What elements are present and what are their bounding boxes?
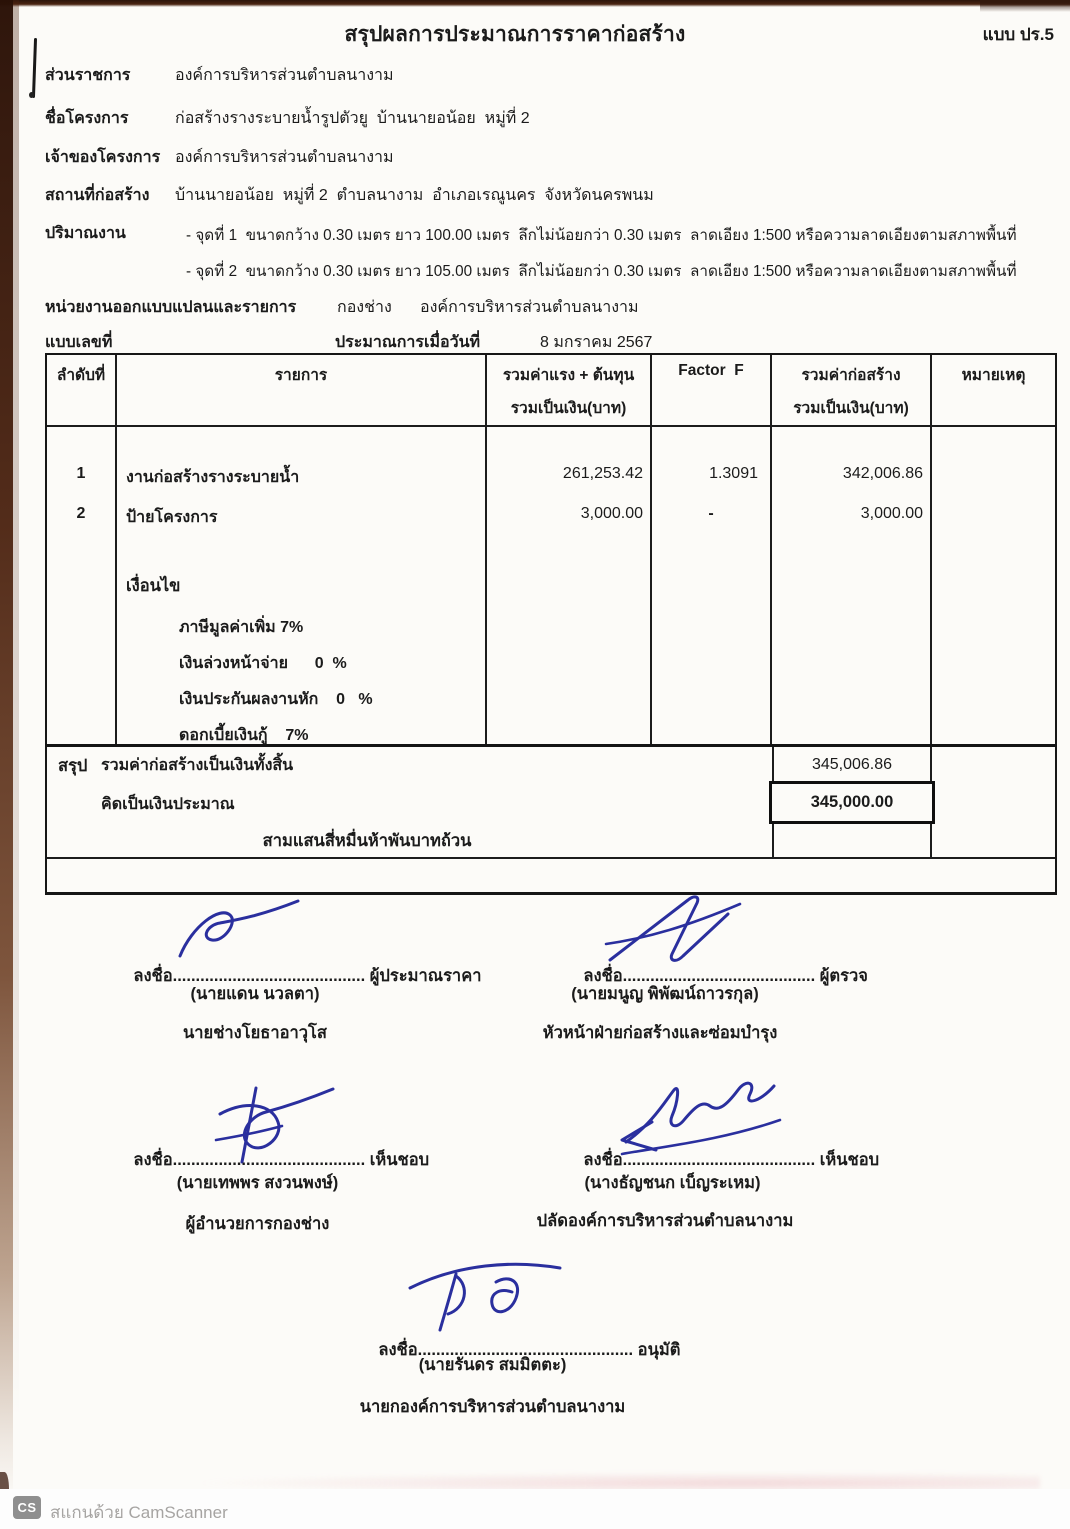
- signer-name-approver-2: (นางธัญชนก เบ็ญระเหม): [584, 1174, 761, 1192]
- agency-value: องค์การบริหารส่วนตำบลนางาม: [175, 67, 394, 84]
- cost-table-empty-row: [47, 859, 1055, 892]
- row-2-no: 2: [76, 505, 86, 522]
- signer-title-approver-2: ปลัดองค์การบริหารส่วนตำบลนางาม: [536, 1212, 794, 1230]
- drawing-no-label: แบบเลขที่: [45, 334, 113, 351]
- sign-prefix: ลงชื่อ: [583, 1151, 623, 1169]
- location-value: บ้านนายอน้อย หมู่ที่ 2 ตำบลนางาม อำเภอเรณูนคร จังหวัดนครพนม: [175, 187, 654, 204]
- form-code: แบบ ปร.5: [982, 25, 1054, 44]
- role-approver-2: เห็นชอบ: [815, 1151, 880, 1169]
- scan-edge-left: [0, 0, 13, 1500]
- dotted-line: ...............................................: [417, 1341, 634, 1359]
- role-estimator: ผู้ประมาณราคา: [365, 967, 482, 985]
- col-header-cost-line2: รวมเป็นเงิน(บาท): [510, 400, 627, 417]
- col-header-no: ลำดับที่: [56, 367, 106, 384]
- quantity-line-2: - จุดที่ 2 ขนาดกว้าง 0.30 เมตร ยาว 105.00 เมตร ลึกไม่น้อยกว่า 0.30 เมตร ลาดเอียง 1:500 หรือความลาดเอียงตามสภาพพื้นที่: [186, 263, 1017, 280]
- signer-name-approver-1: (นายเทพพร สงวนพงษ์): [176, 1174, 339, 1192]
- col-header-total-line1: รวมค่าก่อสร้าง: [801, 367, 901, 384]
- col-header-total-line2: รวมเป็นเงิน(บาท): [793, 400, 909, 417]
- summary-total-value: 345,006.86: [772, 747, 932, 784]
- location-label: สถานที่ก่อสร้าง: [45, 187, 150, 204]
- design-unit-value-1: กองช่าง: [337, 299, 392, 316]
- camscanner-logo-icon: CS: [13, 1496, 41, 1519]
- col-header-item: รายการ: [274, 367, 328, 384]
- row-1-factor: 1.3091: [709, 465, 758, 482]
- scan-edge-left-fade: [13, 0, 19, 1420]
- sign-prefix: ลงชื่อ: [133, 967, 173, 985]
- signer-name-authorizer: (นายรันดร สมมิตตะ): [418, 1356, 567, 1374]
- cost-table-header-row: [47, 355, 1055, 427]
- cost-table-summary: [47, 747, 1055, 859]
- project-label: ชื่อโครงการ: [45, 110, 129, 127]
- dotted-line: ..........................................: [172, 967, 366, 985]
- conditions-heading: เงื่อนไข: [126, 577, 181, 595]
- project-value: ก่อสร้างรางระบายน้ำรูปตัวยู บ้านนายอน้อย หมู่ที่ 2: [175, 110, 530, 127]
- sign-prefix: ลงชื่อ: [583, 967, 623, 985]
- quantity-line-1: - จุดที่ 1 ขนาดกว้าง 0.30 เมตร ยาว 100.00 เมตร ลึกไม่น้อยกว่า 0.30 เมตร ลาดเอียง 1:500 หรือความลาดเอียงตามสภาพพื้นที่: [186, 227, 1017, 244]
- scan-edge-top: [0, 0, 1070, 7]
- design-unit-value-2: องค์การบริหารส่วนตำบลนางาม: [420, 299, 639, 316]
- camscanner-watermark-text: สแกนด้วย CamScanner: [50, 1503, 228, 1522]
- owner-value: องค์การบริหารส่วนตำบลนางาม: [175, 149, 394, 166]
- quantity-label: ปริมาณงาน: [45, 225, 126, 242]
- col-header-remark: หมายเหตุ: [961, 367, 1026, 384]
- signer-name-estimator: (นายแดน นวลตา): [190, 985, 320, 1003]
- row-2-total: 3,000.00: [860, 505, 923, 522]
- summary-amount-in-words: สามแสนสี่หมื่นห้าพันบาทถ้วน: [262, 832, 472, 850]
- condition-advance: เงินล่วงหน้าจ่าย 0 %: [179, 655, 347, 672]
- dotted-line: ..........................................: [172, 1151, 366, 1169]
- row-1-item: งานก่อสร้างรางระบายน้ำ: [126, 469, 300, 486]
- role-approver-1: เห็นชอบ: [365, 1151, 430, 1169]
- cost-table-body: [47, 427, 1055, 747]
- pen-mark-dot: [29, 92, 34, 98]
- design-unit-label: หน่วยงานออกแบบแปลนและรายการ: [45, 299, 297, 316]
- summary-empty-cell: [772, 824, 932, 857]
- signer-title-estimator: นายช่างโยธาอาวุโส: [183, 1024, 327, 1042]
- estimate-date-label: ประมาณการเมื่อวันที่: [335, 334, 481, 351]
- summary-rounded-value: 345,000.00: [769, 781, 935, 824]
- page-title: สรุปผลการประมาณการราคาก่อสร้าง: [344, 23, 686, 46]
- signer-title-authorizer: นายกองค์การบริหารส่วนตำบลนางาม: [359, 1398, 626, 1416]
- estimate-date-value: 8 มกราคม 2567: [540, 334, 653, 351]
- role-inspector: ผู้ตรวจ: [815, 967, 868, 985]
- col-header-factor: Factor F: [678, 362, 744, 379]
- summary-label: สรุป: [58, 757, 88, 775]
- condition-vat: ภาษีมูลค่าเพิ่ม 7%: [179, 619, 304, 636]
- row-2-cost: 3,000.00: [580, 505, 643, 522]
- row-1-no: 1: [76, 465, 86, 482]
- owner-label: เจ้าของโครงการ: [45, 149, 161, 166]
- row-2-factor: -: [708, 505, 714, 522]
- signer-title-inspector: หัวหน้าฝ่ายก่อสร้างและซ่อมบำรุง: [542, 1024, 778, 1042]
- row-1-cost: 261,253.42: [562, 465, 643, 482]
- condition-retention: เงินประกันผลงานหัก 0 %: [179, 691, 373, 708]
- col-header-cost-line1: รวมค่าแรง + ต้นทุน: [502, 367, 635, 384]
- row-1-total: 342,006.86: [842, 465, 923, 482]
- sign-prefix: ลงชื่อ: [133, 1151, 173, 1169]
- agency-label: ส่วนราชการ: [45, 67, 131, 84]
- signer-title-approver-1: ผู้อำนวยการกองช่าง: [185, 1215, 330, 1233]
- cost-table: [45, 353, 1057, 895]
- summary-total-label: รวมค่าก่อสร้างเป็นเงินทั้งสิ้น: [101, 757, 294, 774]
- scan-edge-top-right: [980, 0, 1070, 12]
- row-2-item: ป้ายโครงการ: [126, 509, 218, 526]
- signer-name-inspector: (นายมนูญ พิพัฒน์ถาวรกุล): [571, 985, 759, 1003]
- role-authorizer: อนุมัติ: [633, 1341, 681, 1359]
- summary-rounded-label: คิดเป็นเงินประมาณ: [101, 796, 235, 813]
- sign-prefix: ลงชื่อ: [378, 1341, 418, 1359]
- dotted-line: ..........................................: [622, 1151, 816, 1169]
- dotted-line: ..........................................: [622, 967, 816, 985]
- condition-interest: ดอกเบี้ยเงินกู้ 7%: [179, 727, 309, 744]
